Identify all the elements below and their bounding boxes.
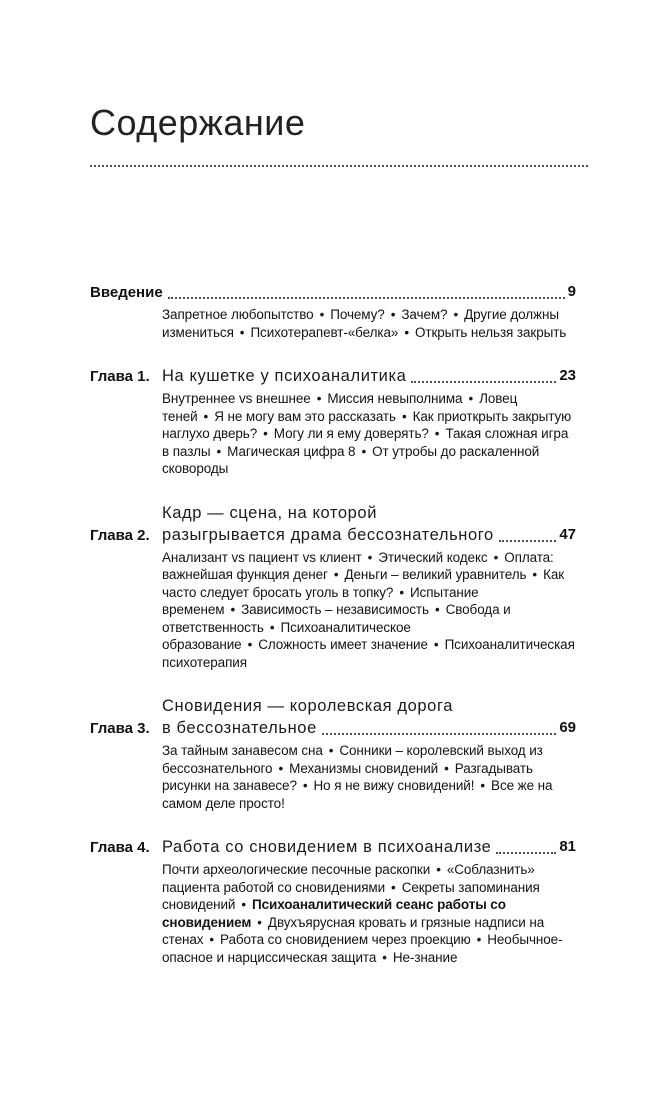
entry-title xyxy=(162,695,576,739)
entry-heading xyxy=(90,365,576,387)
topic-item: «Соблазнить» пациента работой со сновидениями xyxy=(162,862,535,895)
topic-item: Я не могу вам это рассказать xyxy=(214,408,396,424)
topic-item: Свобода и ответственность xyxy=(162,602,511,635)
entry-label: Глава 1. xyxy=(90,368,150,385)
topic-item: Психотерапевт-«белка» xyxy=(250,324,399,340)
topic-item: Магическая цифра 8 xyxy=(227,443,356,459)
toc-entry xyxy=(90,502,588,672)
entry-label: Глава 2. xyxy=(90,526,150,544)
topic-item: Сложность имеет значение xyxy=(258,637,428,652)
topic-item: Необычное-опасное и нарциссическая защита xyxy=(162,932,563,965)
topic-item: Могу ли я ему доверять? xyxy=(273,426,429,441)
topic-item: Запретное любопытство xyxy=(162,307,314,322)
topic-item: За тайным занавесом сна xyxy=(162,743,323,758)
bullet-separator: • xyxy=(361,443,367,459)
entry-title xyxy=(162,365,576,387)
entry-page-number: 81 xyxy=(559,838,576,855)
bullet-separator: • xyxy=(302,778,308,793)
bullet-separator: • xyxy=(444,760,449,776)
entry-page-number: 69 xyxy=(559,719,576,736)
bullet-separator: • xyxy=(391,879,396,895)
bullet-separator: • xyxy=(278,760,284,776)
topic-item: Открыть нельзя закрыть xyxy=(414,324,567,340)
entry-page-number: 23 xyxy=(559,367,576,384)
bullet-separator: • xyxy=(239,324,245,340)
bullet-separator: • xyxy=(399,584,404,600)
bullet-separator: • xyxy=(480,778,486,793)
topic-item: Разгадывать рисунки на занавесе? xyxy=(162,760,533,793)
bullet-separator: • xyxy=(247,637,253,652)
page-title: Содержание xyxy=(90,102,306,143)
bullet-separator: • xyxy=(401,408,407,424)
topic-item: Почти археологические песочные раскопки xyxy=(162,862,431,877)
topic-item: Все же на самом деле просто! xyxy=(162,778,553,811)
topic-item: Такая сложная игра в пазлы xyxy=(162,426,569,459)
topic-item: Внутреннее vs внешнее xyxy=(162,391,311,406)
topic-item: Работа со сновидением через проекцию xyxy=(220,932,471,947)
topic-item: Зачем? xyxy=(401,307,448,322)
entry-label: Введение xyxy=(90,284,163,301)
entry-label: Глава 3. xyxy=(90,720,150,737)
bullet-separator: • xyxy=(390,307,396,322)
topic-item: Почему? xyxy=(330,307,385,322)
entry-title-line xyxy=(162,717,576,739)
toc-entry xyxy=(90,836,588,966)
topic-item: Психоаналитический сеанс работы со сновидением xyxy=(162,897,506,930)
bullet-separator: • xyxy=(493,549,499,565)
topic-item: Ловец теней xyxy=(162,391,518,424)
entry-title-line xyxy=(162,365,576,387)
entry-topics xyxy=(162,306,576,341)
bullet-separator: • xyxy=(367,549,373,565)
bullet-separator: • xyxy=(216,443,222,459)
bullet-separator: • xyxy=(269,619,275,635)
topic-item: Психоаналитическое образование xyxy=(162,619,411,652)
entry-title-text: разыгрывается драма бессознательного xyxy=(162,525,494,544)
entry-title-text: в бессознательное xyxy=(162,719,317,737)
entry-heading xyxy=(90,695,576,739)
bullet-separator: • xyxy=(333,567,339,582)
topic-item: Этический кодекс xyxy=(378,549,488,565)
topic-item: Испытание временем xyxy=(162,584,479,617)
bullet-separator: • xyxy=(209,932,215,947)
topic-item: Зависимость – независимость xyxy=(241,602,429,617)
bullet-separator: • xyxy=(316,391,322,406)
bullet-separator: • xyxy=(468,391,474,406)
entry-title-text: Сновидения — королевская дорога xyxy=(162,697,453,715)
topic-item: Анализант vs пациент vs клиент xyxy=(162,549,362,565)
topic-item: Но я не вижу сновидений! xyxy=(313,778,475,793)
bullet-separator: • xyxy=(230,602,236,617)
bullet-separator: • xyxy=(203,408,209,424)
topic-item: Секреты запоминания сновидений xyxy=(162,879,540,912)
dot-leader xyxy=(411,381,556,383)
bullet-separator: • xyxy=(434,426,440,441)
dotted-rule xyxy=(90,165,588,167)
bullet-separator: • xyxy=(257,914,262,930)
toc-entry xyxy=(90,695,588,812)
entry-topics xyxy=(162,861,576,966)
bullet-separator: • xyxy=(532,567,538,582)
bullet-separator: • xyxy=(241,897,246,912)
dot-leader xyxy=(496,852,556,854)
toc-entry xyxy=(90,281,588,341)
topic-item: Другие должны измениться xyxy=(162,307,559,340)
entry-topics xyxy=(162,549,576,672)
entry-title-line xyxy=(162,695,576,717)
dot-leader xyxy=(322,733,556,735)
entry-page-number: 9 xyxy=(567,283,576,300)
entry-heading xyxy=(90,281,576,303)
bullet-separator: • xyxy=(328,743,334,758)
topic-item: Как часто следует бросать уголь в топку? xyxy=(162,567,565,600)
topic-item: Двухъярусная кровать и грязные надписи на стенах xyxy=(162,914,545,947)
topic-item: Не-знание xyxy=(392,949,458,965)
topic-item: Деньги – великий уравнитель xyxy=(344,567,527,582)
topic-item: Миссия невыполнима xyxy=(327,391,463,406)
bullet-separator: • xyxy=(436,862,441,877)
entry-topics xyxy=(162,742,576,812)
bullet-separator: • xyxy=(453,307,459,322)
entry-title xyxy=(162,502,576,546)
dot-leader xyxy=(168,297,565,299)
entry-heading xyxy=(90,502,576,546)
entry-title-text: Работа со сновидением в психоанализе xyxy=(162,838,492,856)
topic-item: Психоаналитическая психотерапия xyxy=(162,637,575,670)
topic-item: От утробы до раскаленной сковороды xyxy=(162,443,540,476)
topic-item: Как приоткрыть закрытую наглухо дверь? xyxy=(162,408,572,441)
entry-title-line xyxy=(162,836,576,858)
bullet-separator: • xyxy=(319,307,325,322)
entry-title-text: На кушетке у психоаналитика xyxy=(162,367,407,385)
entry-topics xyxy=(162,390,576,478)
bullet-separator: • xyxy=(434,602,440,617)
entry-label: Глава 4. xyxy=(90,839,150,856)
dot-leader xyxy=(499,540,556,542)
bullet-separator: • xyxy=(263,426,268,441)
toc-entries xyxy=(90,281,588,966)
bullet-separator: • xyxy=(433,637,439,652)
entry-title xyxy=(162,836,576,858)
entry-title-line xyxy=(162,502,576,524)
bullet-separator: • xyxy=(404,324,409,340)
toc-entry xyxy=(90,365,588,478)
toc-page xyxy=(0,102,671,966)
bullet-separator: • xyxy=(382,949,387,965)
topic-item: Механизмы сновидений xyxy=(289,760,439,776)
entry-title-line xyxy=(162,524,576,546)
topic-item: Сонники – королевский выход из бессознательного xyxy=(162,743,543,776)
entry-title-text: Кадр — сцена, на которой xyxy=(162,503,378,522)
topic-item: Оплата: важнейшая функция денег xyxy=(162,549,554,582)
entry-page-number: 47 xyxy=(559,525,576,543)
bullet-separator: • xyxy=(476,932,482,947)
entry-heading xyxy=(90,836,576,858)
